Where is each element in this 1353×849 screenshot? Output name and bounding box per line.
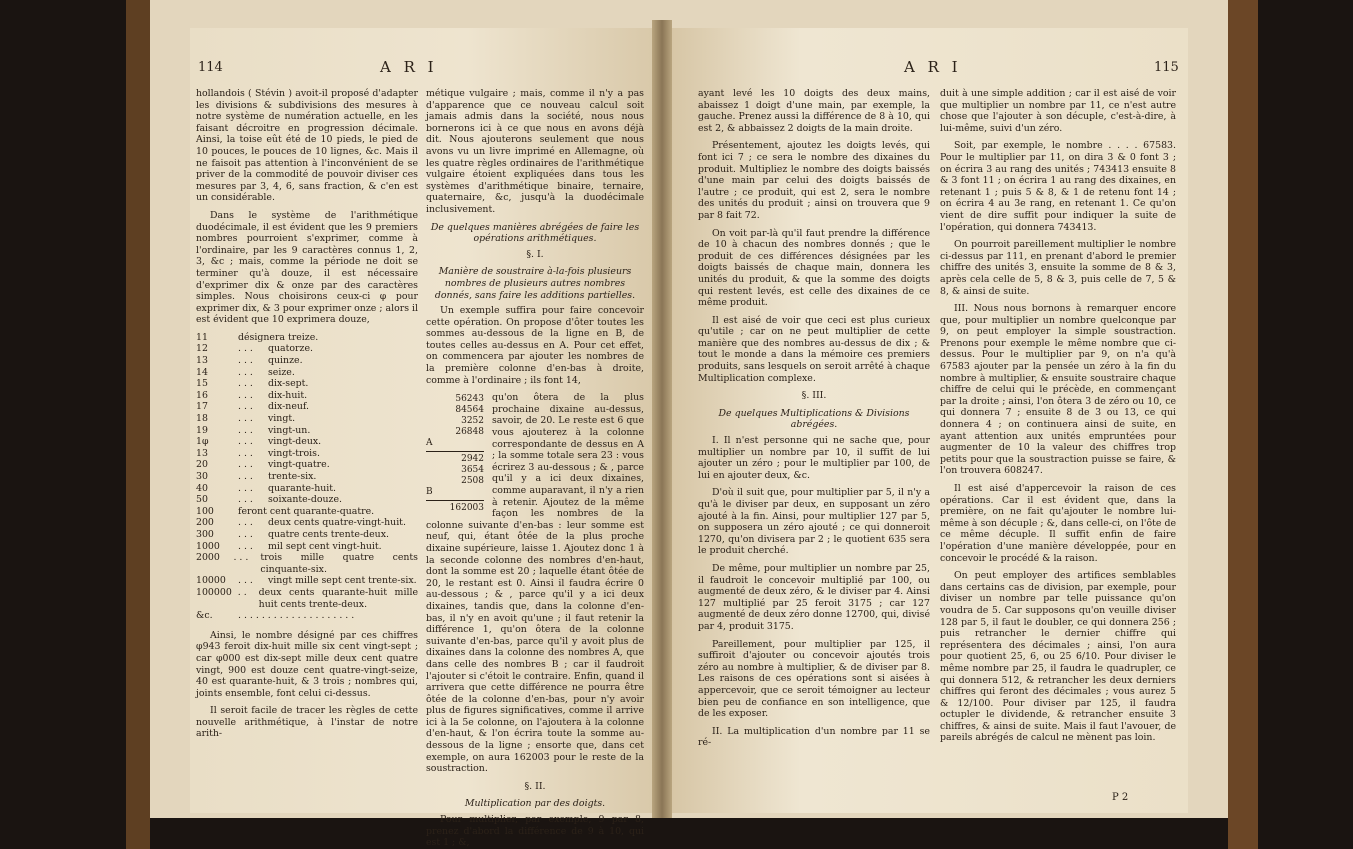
list-item: 30 . . . trente-six. — [196, 471, 317, 482]
number-list — [196, 332, 418, 622]
book-cover-left — [126, 0, 150, 849]
list-item: 10000 . . . vingt mille sept cent trente-six. — [196, 575, 417, 587]
section-number: §. I. — [526, 248, 544, 260]
paragraph: Soit, par exemple, le nombre . . . . 67583. Pour le multiplier par 11, on dira 3 & 0 font 3 ; on écrira 3 au rang des unités ; 743413 ensuite 8 & 3 font 11 ; on écrira 1 au rang des dixaines, en retenant 1 ; puis 5 & 8, & 1 de retenu font 14 ; on écrira 4 au 3e rang, en retenant 1. Ce qu'on vient de dire suffit pour indiquer la suite de l'opération, qui donnera 743413. — [940, 140, 1176, 233]
list-item: 1000 . . . mil sept cent vingt-huit. — [196, 540, 382, 552]
sum-line: 84564 — [455, 405, 484, 416]
book-cover-right — [1228, 0, 1258, 849]
list-item: 2000 . . . trois mille quatre cents cinquante-six. — [196, 552, 418, 575]
paragraph: Il est aisé d'appercevoir la raison de ces opérations. Car il est évident que, dans la première, on ne fait qu'ajouter le nombre lui-même à son décuple ; &, dans celle-ci, on l'ôte de ce même décuple. Il suffit enfin de faire l'opération d'une manière développée, pour en concevoir le procédé & la raison. — [940, 483, 1176, 564]
paragraph: ayant levé les 10 doigts des deux mains, abaissez 1 doigt d'une main, par exemple, la gauche. Prenez aussi la différence de 8 à 10, qui est 2, & abbaissez 2 doigts de la main droite. — [698, 88, 930, 134]
left-column-2 — [426, 88, 644, 849]
right-column-2 — [940, 88, 1176, 788]
right-page — [672, 28, 1188, 813]
section-heading: Multiplication par des doigts. — [464, 798, 606, 810]
subheading: Manière de soustraire à-la-fois plusieurs nombres de plusieurs autres nombres donnés, sans faire les additions partielles. — [434, 266, 636, 301]
paragraph: On voit par-là qu'il faut prendre la différence de 10 à chacun des nombres donnés ; que le produit de ces différences désignées par les doigts baissés de chaque main, donnera les unités du produit, & que la somme des doigts qui restent levés, est celle des dixaines de ce même produit. — [698, 227, 930, 309]
left-page-number: 114 — [198, 60, 223, 75]
paragraph: III. Nous nous bornons à remarquer encore que, pour multiplier un nombre quelconque par 9, on peut employer la simple soustraction. Prenons pour exemple le même nombre que ci-dessus. Pour le multiplier par 9, on n'a qu'à 67583 ajouter par la pensée un zéro à la fin du nombre à multiplier, & ensuite soustraire chaque chiffre de celui qui le précède, en commençant par la droite ; ainsi, l'on ôtera 3 de zéro ou 10, ce qui donnera 7 ; ensuite 8 de 3 ou 13, ce qui donnera 4 ; on continuera ainsi de suite, en ayant attention aux unités empruntées pour augmenter de 10 la valeur des chiffres trop petits pour que la soustraction puisse se faire, & l'on trouvera 608247. — [940, 303, 1176, 477]
paragraph: métique vulgaire ; mais, comme il n'y a pas d'apparence que ce nouveau calcul soit jamais admis dans la société, nous nous bornerons ici à ce que nous en avons déjà dit. Nous ajouterons seulement que nous avons vu un livre imprimé en Allemagne, où les quatre règles ordinaires de l'arithmétique vulgaire étoient expliquées dans tous les systèmes d'arithmétique binaire, ternaire, quaternaire, &c, jusqu'à la duodécimale inclusivement. — [426, 88, 644, 215]
paragraph: D'où il suit que, pour multiplier par 5, il n'y a qu'à le diviser par deux, en supposant un zéro ajouté à la fin. Ainsi, pour multiplier 127 par 5, on supposera un zéro ajouté ; ce qui donneroit 1270, qu'on divisera par 2 ; le quotient 635 sera le produit cherché. — [698, 487, 930, 557]
subtraction-example — [426, 394, 484, 514]
section-number: §. III. — [801, 390, 827, 402]
book-gutter — [652, 20, 672, 818]
rule — [426, 451, 484, 452]
left-running-head: A R I — [380, 58, 438, 76]
sum-line: 3654 — [461, 465, 484, 476]
list-item: 12 . . . quatorze. — [196, 343, 313, 355]
catchword: P 2 — [1112, 792, 1129, 803]
paragraph: On pourroit pareillement multiplier le nombre ci-dessus par 111, en prenant d'abord le premier chiffre des unités 3, ensuite la somme de 8 & 3, après cela celle de 5, 8 & 3, puis celle de 7, 5 & 8, & ainsi de suite. — [940, 239, 1176, 297]
list-item: 18 . . . vingt. — [196, 413, 296, 425]
list-item: 13 . . . vingt-trois. — [196, 447, 320, 459]
paragraph: De même, pour multiplier un nombre par 25, il faudroit le concevoir multiplié par 100, ou augmenté de deux zéro, & le diviser par 4. Ainsi 127 multiplié par 25 feroit 3175 ; car 127 augmenté de deux zéro donne 12700, qui, divisé par 4, produit 3175. — [698, 562, 930, 632]
list-item: 100 feront cent quarante-quatre. — [196, 505, 375, 517]
paragraph: Un exemple suffira pour faire concevoir cette opération. On propose d'ôter toutes les sommes au-dessous de la ligne en B, de toutes celles au-dessus en A. Pour cet effet, on commencera par ajouter les nombres de la première colonne d'en-bas à droite, comme à l'ordinaire ; ils font 14, — [426, 305, 644, 386]
paragraph: Pour multiplier, par exemple, 9 par 8, prenez d'abord la différence de 9 à 10, qui est 1 ; &, — [426, 814, 644, 849]
paragraph: Ainsi, le nombre désigné par ces chiffres φ943 feroit dix-huit mille six cent vingt-sept ; car φ000 est dix-sept mille deux cent quatre vingt, 900 est douze cent quatre-vingt-seize, 40 est quarante-huit, & 3 trois ; nombres qui, joints ensemble, font celui ci-dessus. — [196, 629, 418, 699]
rule — [426, 500, 484, 501]
list-item: 17 . . . dix-neuf. — [196, 401, 310, 413]
list-item: 200 . . . deux cents quatre-vingt-huit. — [196, 517, 406, 529]
list-item: 300 . . . quatre cents trente-deux. — [196, 528, 389, 540]
paragraph: Présentement, ajoutez les doigts levés, qui font ici 7 ; ce sera le nombre des dixaines du produit. Multipliez le nombre des doigts baissés d'une main par celui des doigts baissés de l'autre ; ce produit, qui est 2, sera le nombre des unités du produit ; ainsi on trouvera que 9 par 8 fait 72. — [698, 140, 930, 221]
sum-result: 162003 — [449, 503, 484, 514]
paragraph: hollandois ( Stévin ) avoit-il proposé d'adapter les divisions & subdivisions des mesures à notre système de numération actuelle, en les faisant décroitre en progression décimale. Ainsi, la toise eût été de 10 pieds, le pied de 10 pouces, le pouces de 10 lignes, &c. Mais il ne faisoit pas attention à l'inconvénient de se priver de la commodité de pouvoir diviser ces mesures par 3, 4, 6, sans fraction, & c'en est un considérable. — [196, 88, 418, 204]
sum-line: 2508 — [461, 476, 484, 487]
paragraph: qu'on ôtera de la plus prochaine dixaine au-dessus, savoir, de 20. Le reste est 6 que vous ajouterez à la colonne correspondante de dessus en A ; la somme totale sera 23 : vous écrirez 3 au-dessous ; & , parce qu'il y a ici deux dixaines, comme auparavant, il n'y a rien à retenir. Ajoutez de la même façon les nombres de la colonne suivante d'en-bas : leur somme est neuf, qui, étant ôtée de la plus proche dixaine supérieure, laisse 1. Ajoutez donc 1 à la seconde colonne des nombres d'en-haut, dont la somme est 20 ; laquelle étant ôtée de 20, le restant est 0. Ainsi il faudra écrire 0 au-dessous ; & , parce qu'il y a ici deux dixaines, tandis que, dans la colonne d'en-bas, il n'y en avoit qu'une ; il faut retenir la différence 1, qu'on ôtera de la colonne suivante d'en-bas, parce qu'il y avoit plus de dixaines dans la colonne des nombres A, que dans celle des nombres B ; car il faudroit l'ajouter si c'étoit le contraire. Enfin, quand il arrivera que cette différence ne pourra être ôtée de la colonne d'en-bas, pour n'y avoir plus de figures significatives, comme il arrive ici à la 5e colonne, on l'ajoutera à la colonne d'en-haut, & l'on écrira toute la somme au-dessous de la ligne ; ensorte que, dans cet exemple, on aura 162003 pour le reste de la soustraction. — [426, 392, 644, 775]
list-item: 20 . . . vingt-quatre. — [196, 459, 330, 471]
list-item: 11 désignera treize. — [196, 331, 319, 343]
sum-line: 26848 — [455, 427, 484, 438]
label-b: B — [426, 487, 433, 498]
section-heading: De quelques manières abrégées de faire les opérations arithmétiques. — [430, 221, 640, 245]
paragraph: Il seroit facile de tracer les règles de cette nouvelle arithmétique, à l'instar de notre arith- — [196, 705, 418, 740]
sum-line: 3252 — [461, 416, 484, 427]
right-page-number: 115 — [1154, 60, 1179, 75]
left-page — [190, 28, 652, 849]
paragraph: I. Il n'est personne qui ne sache que, pour multiplier un nombre par 10, il suffit de lui ajouter un zéro ; pour le multiplier par 100, de lui en ajouter deux, &c. — [698, 435, 930, 481]
list-item: 1φ . . . vingt-deux. — [196, 436, 322, 448]
sum-line: 56243 — [455, 394, 484, 405]
list-item: &c. . . . . . . . . . . . . . . . . . . . . — [196, 610, 355, 622]
list-item: 50 . . . soixante-douze. — [196, 494, 343, 506]
list-item: 13 . . . quinze. — [196, 355, 303, 367]
list-item: 14 . . . seize. — [196, 366, 295, 378]
list-item: 15 . . . dix-sept. — [196, 378, 309, 390]
paragraph: Pareillement, pour multiplier par 125, il suffiroit d'ajouter ou concevoir ajoutés trois zéro au nombre à multiplier, & de diviser par 8. Les raisons de ces opérations sont si aisées à appercevoir, que ce seroit témoigner au lecteur bien peu de confiance en son intelligence, que de les exposer. — [698, 638, 930, 720]
right-column-1 — [698, 88, 930, 806]
section-number: §. II. — [524, 780, 546, 792]
paragraph: On peut employer des artifices semblables dans certains cas de division, par exemple, pour diviser un nombre par telle puissance qu'on voudra de 5. Car supposons qu'on veuille diviser 128 par 5, il faut le doubler, ce qui donnera 256 ; puis retrancher le dernier chiffre qui représentera des décimales ; ainsi, l'on aura pour quotient 25, 6, ou 25 6/10. Pour diviser le même nombre par 25, il faudra le quadrupler, ce qui donnera 512, & retrancher les deux derniers chiffres qui feront des décimales ; vous aurez 5 & 12/100. Pour diviser par 125, il faudra octupler le dividende, & retrancher ensuite 3 chiffres, & ainsi de suite. Mais il faut l'avouer, de pareils abrégés de calcul ne mènent pas loin. — [940, 570, 1176, 744]
label-a: A — [426, 438, 433, 449]
paragraph: duit à une simple addition ; car il est aisé de voir que multiplier un nombre par 11, ce n'est autre chose que l'ajouter à son décuple, c'est-à-dire, à lui-même, suivi d'un zéro. — [940, 88, 1176, 134]
left-column-1 — [196, 88, 418, 808]
paragraph: Dans le système de l'arithmétique duodécimale, il est évident que les 9 premiers nombres pourroient s'exprimer, comme à l'ordinaire, par les 9 caractères connus 1, 2, 3, &c ; mais, comme la période ne doit se terminer qu'à douze, il est nécessaire d'exprimer dix & onze par des caractères simples. Nous choisirons ceux-ci φ pour exprimer dix, & 3 pour exprimer onze ; alors il est évident que 10 exprimera douze, — [196, 209, 418, 326]
list-item: 40 . . . quarante-huit. — [196, 482, 337, 494]
list-item: 19 . . . vingt-un. — [196, 424, 311, 436]
list-item: 100000 . . deux cents quarante-huit mille huit cents trente-deux. — [196, 586, 418, 610]
paragraph: II. La multiplication d'un nombre par 11 se ré- — [698, 725, 930, 749]
sum-line: 2942 — [461, 454, 484, 465]
right-running-head: A R I — [904, 58, 962, 76]
section-heading: De quelques Multiplications & Divisions abrégées. — [718, 407, 910, 431]
list-item: 16 . . . dix-huit. — [196, 389, 308, 401]
paragraph: Il est aisé de voir que ceci est plus curieux qu'utile ; car on ne peut multiplier de cette manière que des nombres au-dessus de dix ; & tout le monde a dans la mémoire ces premiers produits, sans lesquels on seroit arrêté à chaque Multiplication complexe. — [698, 314, 930, 384]
